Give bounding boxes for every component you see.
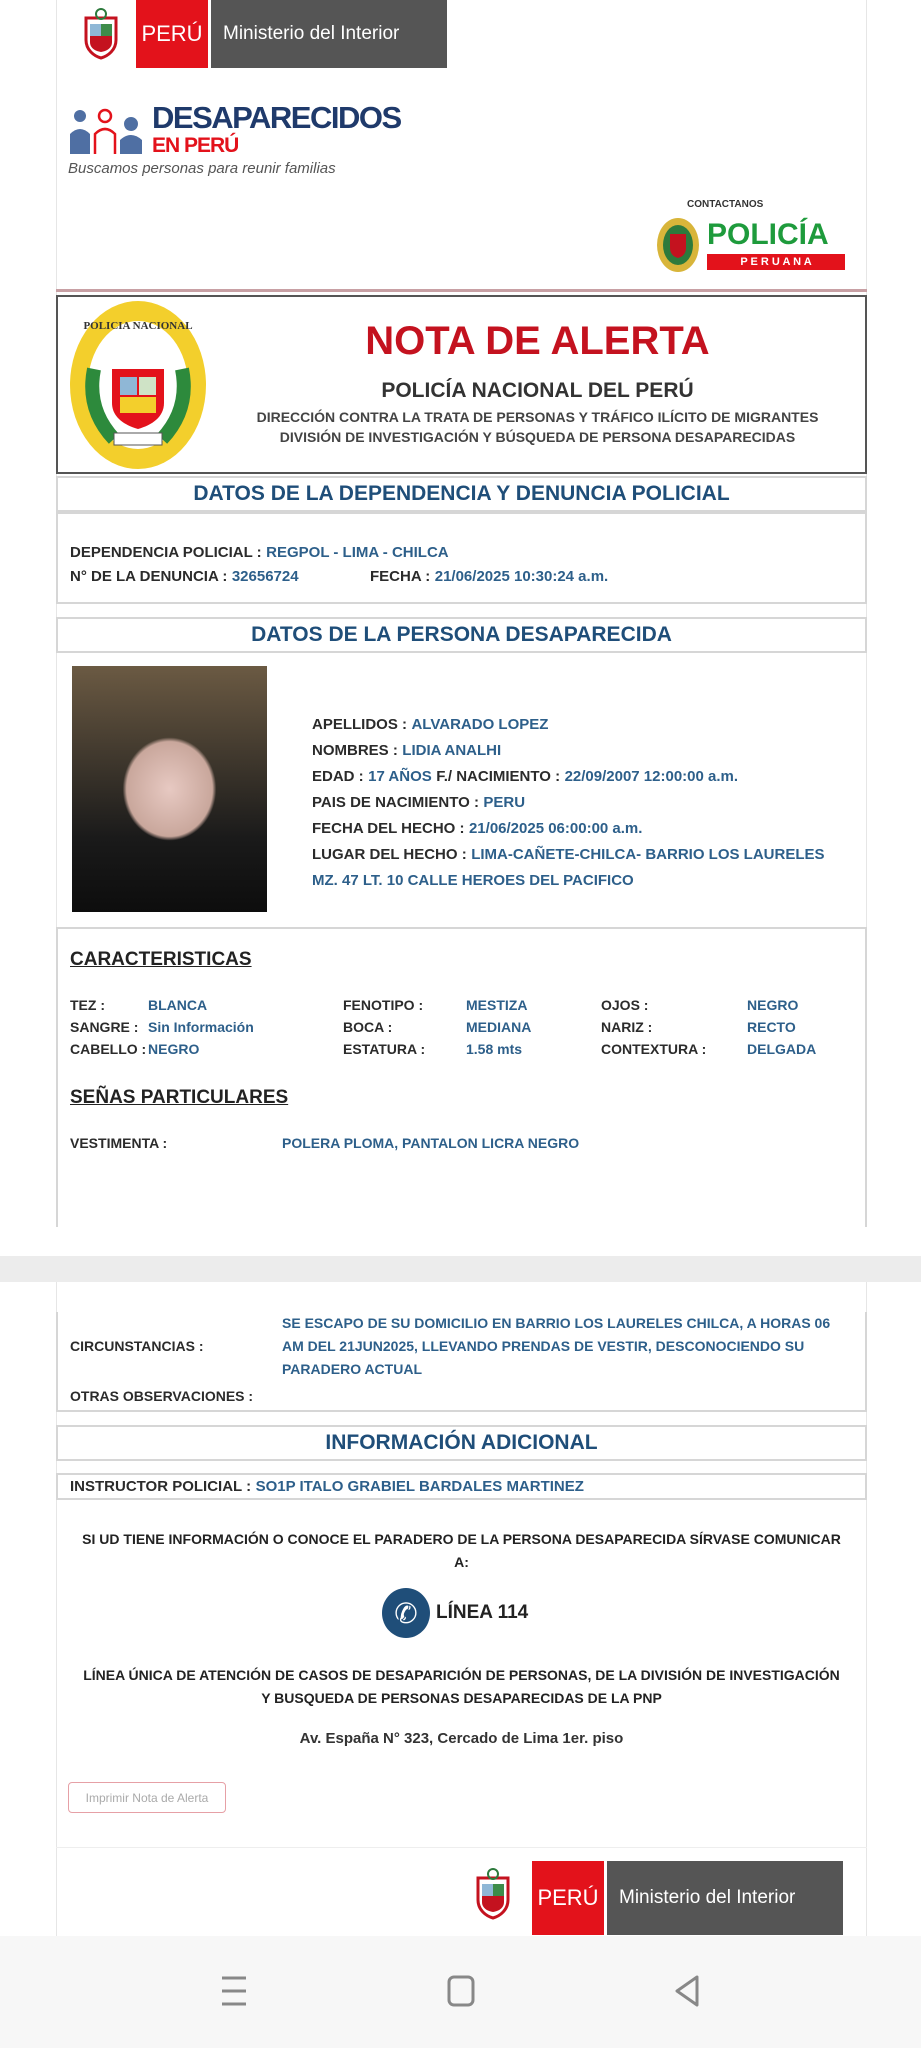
- trait-label: OJOS :: [601, 997, 649, 1013]
- caracteristicas-row: [70, 1016, 847, 1038]
- ministry-label: Ministerio del Interior: [607, 1861, 843, 1935]
- caracteristicas-box: [56, 927, 867, 1227]
- circunstancias-line-2: AM DEL 21JUN2025, LLEVANDO PRENDAS DE VESTIR, DESCONOCIENDO SU: [282, 1338, 805, 1354]
- trait-value: 1.58 mts: [466, 1041, 523, 1057]
- dependencia-box: [56, 512, 867, 604]
- edad-label: EDAD :: [312, 768, 364, 785]
- nacimiento-label: F./ NACIMIENTO :: [436, 768, 561, 785]
- denuncia-label: N° DE LA DENUNCIA :: [70, 568, 228, 585]
- circunstancias-box: [56, 1312, 867, 1412]
- trait-value: Sin Información: [148, 1019, 254, 1035]
- peru-coat-of-arms-icon: [470, 1866, 516, 1926]
- circunstancias-value: [282, 1312, 830, 1381]
- contact-message-line-2: A:: [454, 1554, 469, 1570]
- lugar-value-2: MZ. 47 LT. 10 CALLE HEROES DEL PACIFICO: [312, 872, 634, 889]
- vestimenta-label: VESTIMENTA :: [70, 1135, 168, 1151]
- trait-label: TEZ :: [70, 997, 105, 1013]
- pais-label: PAIS DE NACIMIENTO :: [312, 794, 479, 811]
- trait-label: SANGRE :: [70, 1019, 139, 1035]
- vestimenta-value: POLERA PLOMA, PANTALON LICRA NEGRO: [282, 1135, 580, 1151]
- instructor-box: [56, 1473, 867, 1500]
- print-alert-button[interactable]: Imprimir Nota de Alerta: [68, 1782, 226, 1813]
- trait-label: CABELLO :: [70, 1041, 147, 1057]
- senas-heading: SEÑAS PARTICULARES: [70, 1087, 289, 1108]
- back-icon[interactable]: [672, 1974, 702, 2008]
- pnp-seal-icon: [68, 299, 208, 471]
- trait-value: MEDIANA: [466, 1019, 532, 1035]
- nacimiento-value: 22/09/2007 12:00:00 a.m.: [564, 768, 739, 785]
- contact-label: CONTACTANOS: [687, 199, 764, 210]
- caracteristicas-heading: CARACTERISTICAS: [70, 949, 252, 970]
- alert-header-box: [56, 295, 867, 474]
- dependencia-label: DEPENDENCIA POLICIAL :: [70, 544, 262, 561]
- phone-icon: ✆: [382, 1588, 430, 1638]
- peru-label: PERÚ: [136, 0, 208, 68]
- policia-brand: POLICÍA: [707, 218, 829, 251]
- home-icon[interactable]: [446, 1974, 476, 2008]
- people-icon: [68, 108, 150, 156]
- peru-coat-of-arms-icon: [78, 6, 124, 66]
- logo-tagline: Buscamos personas para reunir familias: [68, 160, 336, 177]
- otras-observaciones-label: OTRAS OBSERVACIONES :: [70, 1388, 254, 1404]
- ministry-label: Ministerio del Interior: [211, 0, 447, 68]
- linea-description-line-2: Y BUSQUEDA DE PERSONAS DESAPARECIDAS DE LA PNP: [261, 1690, 662, 1706]
- missing-person-photo: [72, 666, 267, 912]
- logo-subtitle: EN PERÚ: [152, 134, 239, 157]
- caracteristicas-row: [70, 1038, 847, 1060]
- caracteristicas-table: [70, 994, 847, 1060]
- trait-value: NEGRO: [148, 1041, 200, 1057]
- divider-red: [56, 289, 867, 292]
- address: Av. España N° 323, Cercado de Lima 1er. piso: [299, 1730, 624, 1747]
- lugar-label: LUGAR DEL HECHO :: [312, 846, 467, 863]
- policia-peruana-logo[interactable]: [655, 214, 845, 276]
- nombres-value: LIDIA ANALHI: [402, 742, 502, 759]
- linea-description: [56, 1664, 867, 1710]
- fecha-label: FECHA :: [370, 568, 431, 585]
- linea-description-line-1: LÍNEA ÚNICA DE ATENCIÓN DE CASOS DE DESAPARICIÓN DE PERSONAS, DE LA DIVISIÓN DE INVESTIGACIÓN: [83, 1667, 840, 1683]
- divider: [56, 1847, 867, 1848]
- apellidos-label: APELLIDOS :: [312, 716, 408, 733]
- section-heading-persona: DATOS DE LA PERSONA DESAPARECIDA: [56, 617, 867, 653]
- page-separator: [0, 1256, 921, 1282]
- trait-value: DELGADA: [747, 1041, 817, 1057]
- ministry-footer-logo: [532, 1861, 843, 1935]
- trait-label: ESTATURA :: [343, 1041, 426, 1057]
- peru-label: PERÚ: [532, 1861, 604, 1935]
- instructor-label: INSTRUCTOR POLICIAL :: [70, 1478, 252, 1495]
- peruana-brand: P E R U A N A: [707, 254, 845, 270]
- trait-label: BOCA :: [343, 1019, 393, 1035]
- linea-114-label: LÍNEA 114: [436, 1602, 529, 1623]
- section-heading-info: INFORMACIÓN ADICIONAL: [56, 1425, 867, 1461]
- contact-message: [56, 1528, 867, 1574]
- alert-line2: DIVISIÓN DE INVESTIGACIÓN Y BÚSQUEDA DE PERSONA DESAPARECIDAS: [279, 429, 796, 445]
- persona-details: [312, 712, 825, 894]
- trait-value: NEGRO: [747, 997, 799, 1013]
- circunstancias-line-3: PARADERO ACTUAL: [282, 1361, 422, 1377]
- trait-label: FENOTIPO :: [343, 997, 424, 1013]
- trait-value: RECTO: [747, 1019, 796, 1035]
- apellidos-value: ALVARADO LOPEZ: [411, 716, 549, 733]
- nombres-label: NOMBRES :: [312, 742, 398, 759]
- pais-value: PERU: [483, 794, 526, 811]
- alert-org: POLICÍA NACIONAL DEL PERÚ: [381, 379, 694, 402]
- trait-value: MESTIZA: [466, 997, 528, 1013]
- lugar-value-1: LIMA-CAÑETE-CHILCA- BARRIO LOS LAURELES: [471, 846, 825, 863]
- recent-apps-icon[interactable]: [218, 1974, 250, 2008]
- denuncia-value: 32656724: [231, 568, 299, 585]
- instructor-value: SO1P ITALO GRABIEL BARDALES MARTINEZ: [255, 1478, 584, 1495]
- trait-label: CONTEXTURA :: [601, 1041, 707, 1057]
- circunstancias-label: CIRCUNSTANCIAS :: [70, 1338, 204, 1354]
- logo-title: DESAPARECIDOS: [152, 100, 401, 135]
- police-badge-icon: [655, 216, 701, 274]
- fecha-hecho-value: 21/06/2025 06:00:00 a.m.: [468, 820, 643, 837]
- trait-label: NARIZ :: [601, 1019, 653, 1035]
- alert-line1: DIRECCIÓN CONTRA LA TRATA DE PERSONAS Y TRÁFICO ILÍCITO DE MIGRANTES: [256, 409, 819, 425]
- edad-value: 17 AÑOS: [368, 768, 432, 785]
- alert-title: NOTA DE ALERTA: [365, 319, 710, 363]
- system-nav-bar: [0, 1936, 921, 2048]
- contact-message-line-1: SI UD TIENE INFORMACIÓN O CONOCE EL PARADERO DE LA PERSONA DESAPARECIDA SÍRVASE COMUNICAR: [82, 1531, 841, 1547]
- linea-114[interactable]: [382, 1588, 528, 1638]
- trait-value: BLANCA: [148, 997, 208, 1013]
- fecha-hecho-label: FECHA DEL HECHO :: [312, 820, 465, 837]
- circunstancias-line-1: SE ESCAPO DE SU DOMICILIO EN BARRIO LOS LAURELES CHILCA, A HORAS 06: [282, 1315, 831, 1331]
- dependencia-value: REGPOL - LIMA - CHILCA: [266, 544, 449, 561]
- fecha-value: 21/06/2025 10:30:24 a.m.: [434, 568, 609, 585]
- section-heading-dependencia: DATOS DE LA DEPENDENCIA Y DENUNCIA POLICIAL: [56, 476, 867, 512]
- ministry-header-logo: [136, 0, 447, 68]
- svg-text:POLICIA NACIONAL: POLICIA NACIONAL: [83, 320, 193, 332]
- caracteristicas-row: [70, 994, 847, 1016]
